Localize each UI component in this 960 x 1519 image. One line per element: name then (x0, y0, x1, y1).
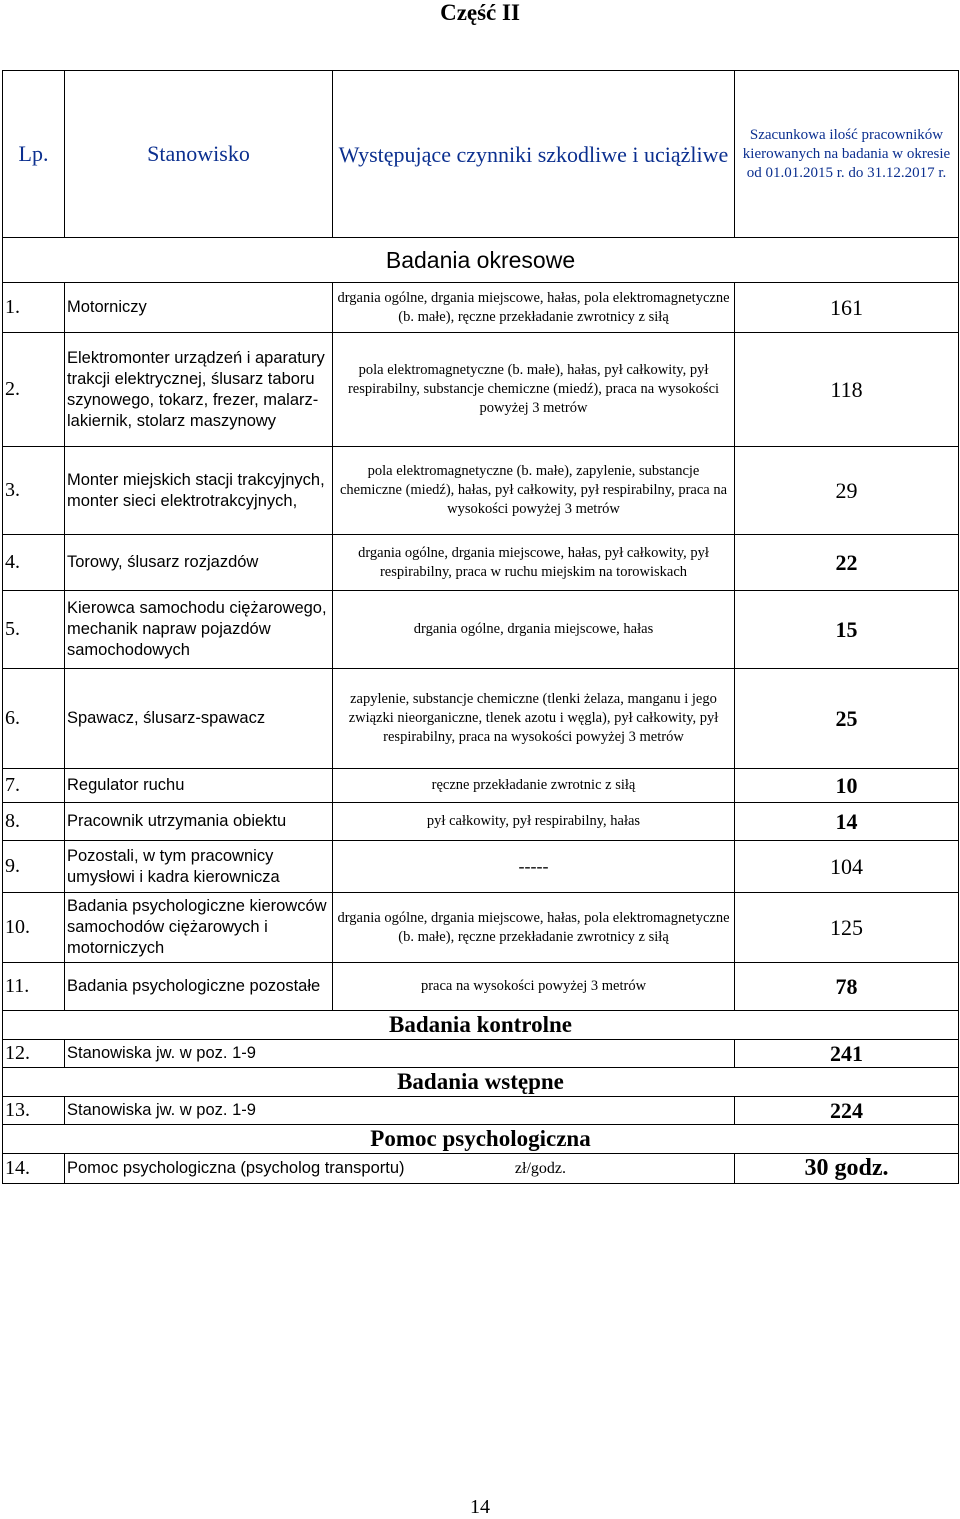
row-ilosc: 22 (735, 535, 959, 591)
row-unit: zł/godz. (514, 1160, 566, 1177)
row-ilosc: 224 (735, 1097, 959, 1125)
row-lp: 1. (3, 283, 65, 333)
row-czynniki: pola elektromagnetyczne (b. małe), zapylenie, substancje chemiczne (miedź), hałas, pył całkowity, pył respirabilny, praca na wysokości powyżej 3 metrów (333, 447, 735, 535)
section-kontrolne-label: Badania kontrolne (3, 1011, 959, 1040)
page-title: Część II (440, 0, 520, 25)
table-row (3, 1097, 959, 1125)
header-lp: Lp. (3, 71, 65, 238)
row-ilosc: 30 godz. (735, 1154, 959, 1184)
row-stanowisko: Regulator ruchu (65, 769, 333, 803)
row-stanowisko: Pozostali, w tym pracownicy umysłowi i kadra kierownicza (65, 841, 333, 893)
row-czynniki: drgania ogólne, drgania miejscowe, hałas (333, 591, 735, 669)
row-lp: 9. (3, 841, 65, 893)
row-ilosc: 25 (735, 669, 959, 769)
row-lp: 11. (3, 963, 65, 1011)
table-row (3, 963, 959, 1011)
row-stanowisko: Pomoc psychologiczna (psycholog transportu) (67, 1159, 405, 1177)
row-ilosc: 14 (735, 803, 959, 841)
row-ilosc: 29 (735, 447, 959, 535)
section-pomoc-label: Pomoc psychologiczna (3, 1125, 959, 1154)
row-stanowisko-cell (65, 1154, 735, 1184)
row-lp: 13. (3, 1097, 65, 1125)
row-ilosc: 161 (735, 283, 959, 333)
row-czynniki: drgania ogólne, drgania miejscowe, hałas, pola elektromagnetyczne (b. małe), ręczne przekładanie zwrotnicy z siłą (333, 283, 735, 333)
row-stanowisko: Elektromonter urządzeń i aparatury trakcji elektrycznej, ślusarz taboru szynowego, tokarz, frezer, malarz-lakiernik, stolarz maszynowy (65, 333, 333, 447)
table-row (3, 769, 959, 803)
row-ilosc: 15 (735, 591, 959, 669)
page-number: 14 (470, 1496, 490, 1518)
row-ilosc: 10 (735, 769, 959, 803)
row-lp: 10. (3, 893, 65, 963)
header-szacunkowa: Szacunkowa ilość pracowników kierowanych na badania w okresie od 01.01.2015 r. do 31.12.2017 r. (735, 71, 959, 238)
row-ilosc: 104 (735, 841, 959, 893)
row-lp: 12. (3, 1040, 65, 1068)
row-lp: 5. (3, 591, 65, 669)
row-lp: 6. (3, 669, 65, 769)
row-lp: 3. (3, 447, 65, 535)
row-stanowisko: Badania psychologiczne kierowców samochodów ciężarowych i motorniczych (65, 893, 333, 963)
row-stanowisko: Motorniczy (65, 283, 333, 333)
row-ilosc: 118 (735, 333, 959, 447)
row-lp: 14. (3, 1154, 65, 1184)
row-czynniki: ----- (333, 841, 735, 893)
row-czynniki: pył całkowity, pył respirabilny, hałas (333, 803, 735, 841)
row-lp: 2. (3, 333, 65, 447)
row-lp: 7. (3, 769, 65, 803)
cost-table (2, 70, 959, 1184)
table-row (3, 1040, 959, 1068)
table-header (3, 71, 959, 238)
section-wstepne (3, 1068, 959, 1097)
row-czynniki: drgania ogólne, drgania miejscowe, hałas, pył całkowity, pył respirabilny, praca w ruchu miejskim na torowiskach (333, 535, 735, 591)
row-stanowisko: Badania psychologiczne pozostałe (65, 963, 333, 1011)
row-czynniki: ręczne przekładanie zwrotnic z siłą (333, 769, 735, 803)
header-czynniki: Występujące czynniki szkodliwe i uciążliwe (333, 71, 735, 238)
section-wstepne-label: Badania wstępne (3, 1068, 959, 1097)
row-stanowisko: Monter miejskich stacji trakcyjnych, monter sieci elektrotrakcyjnych, (65, 447, 333, 535)
row-czynniki: praca na wysokości powyżej 3 metrów (333, 963, 735, 1011)
row-stanowisko: Torowy, ślusarz rozjazdów (65, 535, 333, 591)
table-row (3, 669, 959, 769)
section-okresowe-label: Badania okresowe (3, 238, 959, 283)
table-row (3, 535, 959, 591)
row-stanowisko: Kierowca samochodu ciężarowego, mechanik napraw pojazdów samochodowych (65, 591, 333, 669)
row-lp: 4. (3, 535, 65, 591)
section-okresowe (3, 238, 959, 283)
row-stanowisko: Pracownik utrzymania obiektu (65, 803, 333, 841)
row-czynniki: zapylenie, substancje chemiczne (tlenki żelaza, manganu i jego związki nieorganiczne, tlenek azotu i węgla), pył całkowity, pył respirabilny, praca na wysokości powyżej 3 metrów (333, 669, 735, 769)
section-kontrolne (3, 1011, 959, 1040)
header-stanowisko: Stanowisko (65, 71, 333, 238)
row-ilosc: 241 (735, 1040, 959, 1068)
table-row (3, 841, 959, 893)
row-stanowisko: Spawacz, ślusarz-spawacz (65, 669, 333, 769)
table-row (3, 333, 959, 447)
table-row (3, 447, 959, 535)
section-pomoc (3, 1125, 959, 1154)
row-stanowisko: Stanowiska jw. w poz. 1-9 (65, 1097, 735, 1125)
table-row (3, 893, 959, 963)
table-row (3, 283, 959, 333)
table-row (3, 1154, 959, 1184)
row-lp: 8. (3, 803, 65, 841)
row-ilosc: 78 (735, 963, 959, 1011)
row-czynniki: drgania ogólne, drgania miejscowe, hałas, pola elektromagnetyczne (b. małe), ręczne przekładanie zwrotnicy z siłą (333, 893, 735, 963)
table-row (3, 803, 959, 841)
row-czynniki: pola elektromagnetyczne (b. małe), hałas, pył całkowity, pył respirabilny, substancje chemiczne (miedź), praca na wysokości powyżej 3 metrów (333, 333, 735, 447)
table-row (3, 591, 959, 669)
row-stanowisko: Stanowiska jw. w poz. 1-9 (65, 1040, 735, 1068)
row-ilosc: 125 (735, 893, 959, 963)
